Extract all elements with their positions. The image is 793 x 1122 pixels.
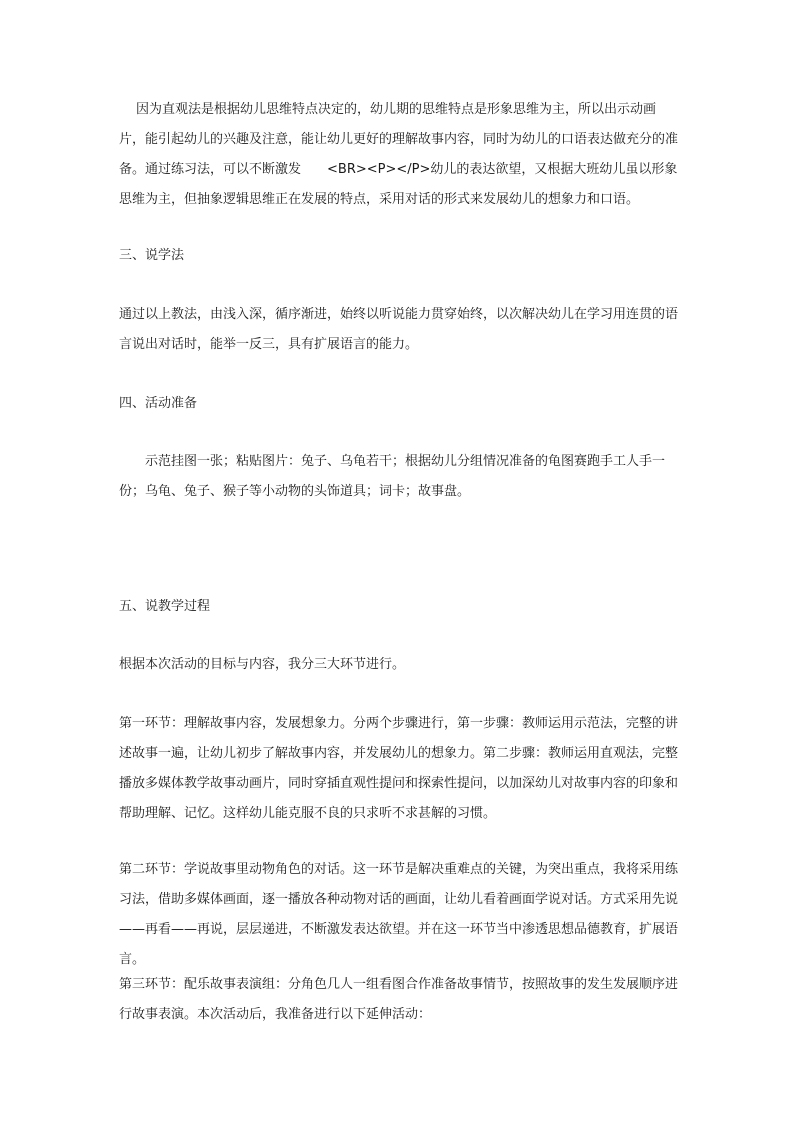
section-heading-learning-method: 三、说学法: [119, 248, 185, 263]
paragraph-stage-three: 第三环节：配乐故事表演组：分角色几人一组看图合作准备故事情节，按照故事的发生发展顺序进行故事表演。本次活动后，我准备进行以下延伸活动：: [119, 977, 679, 1022]
paragraph-stage-two: 第二环节：学说故事里动物角色的对话。这一环节是解决重难点的关键，为突出重点，我将采用练习法，借助多媒体画面，逐一播放各种动物对话的画面，让幼儿看着画面学说对话。方式采用先说——再看——再说，层层递进，不断激发表达欲望。并在这一环节当中渗透思想品德教育，扩展语言。: [119, 862, 679, 967]
section-heading-teaching-process: 五、说教学过程: [119, 599, 211, 614]
paragraph-learning-method: 通过以上教法，由浅入深，循序渐进，始终以听说能力贯穿始终，以次解决幼儿在学习用连贯的语言说出对话时，能举一反三，具有扩展语言的能力。: [119, 307, 679, 352]
paragraph-activity-preparation: 示范挂图一张；粘贴图片：兔子、乌龟若干；根据幼儿分组情况准备的龟图赛跑手工人手一份；乌龟、兔子、猴子等小动物的头饰道具；词卡；故事盘。: [119, 454, 666, 499]
section-heading-activity-preparation: 四、活动准备: [119, 396, 198, 411]
paragraph-teaching-method-rationale: [119, 95, 679, 215]
paragraph-process-intro: 根据本次活动的目标与内容，我分三大环节进行。: [119, 657, 406, 672]
paragraph-text-part2: <BR><P></P>幼儿的表达欲望，又根据大班幼儿虽以形象思维为主，但抽象逻辑思维正在发展的特点，采用对话的形式来发展幼儿的想象力和口语。: [119, 162, 678, 207]
paragraph-text-part1: 因为直观法是根据幼儿思维特点决定的，幼儿期的思维特点是形象思维为主，所以出示动画片，能引起幼儿的兴趣及注意，能让幼儿更好的理解故事内容，同时为幼儿的口语表达做充分的准备。通过练习法，可以不断激发: [119, 102, 679, 177]
paragraph-stage-one: 第一环节：理解故事内容，发展想象力。分两个步骤进行，第一步骤：教师运用示范法，完整的讲述故事一遍，让幼儿初步了解故事内容，并发展幼儿的想象力。第二步骤：教师运用直观法，完整播放多媒体教学故事动画片，同时穿插直观性提问和探索性提问，以加深幼儿对故事内容的印象和帮助理解、记忆。这样幼儿能克服不良的只求听不求甚解的习惯。: [119, 716, 679, 821]
